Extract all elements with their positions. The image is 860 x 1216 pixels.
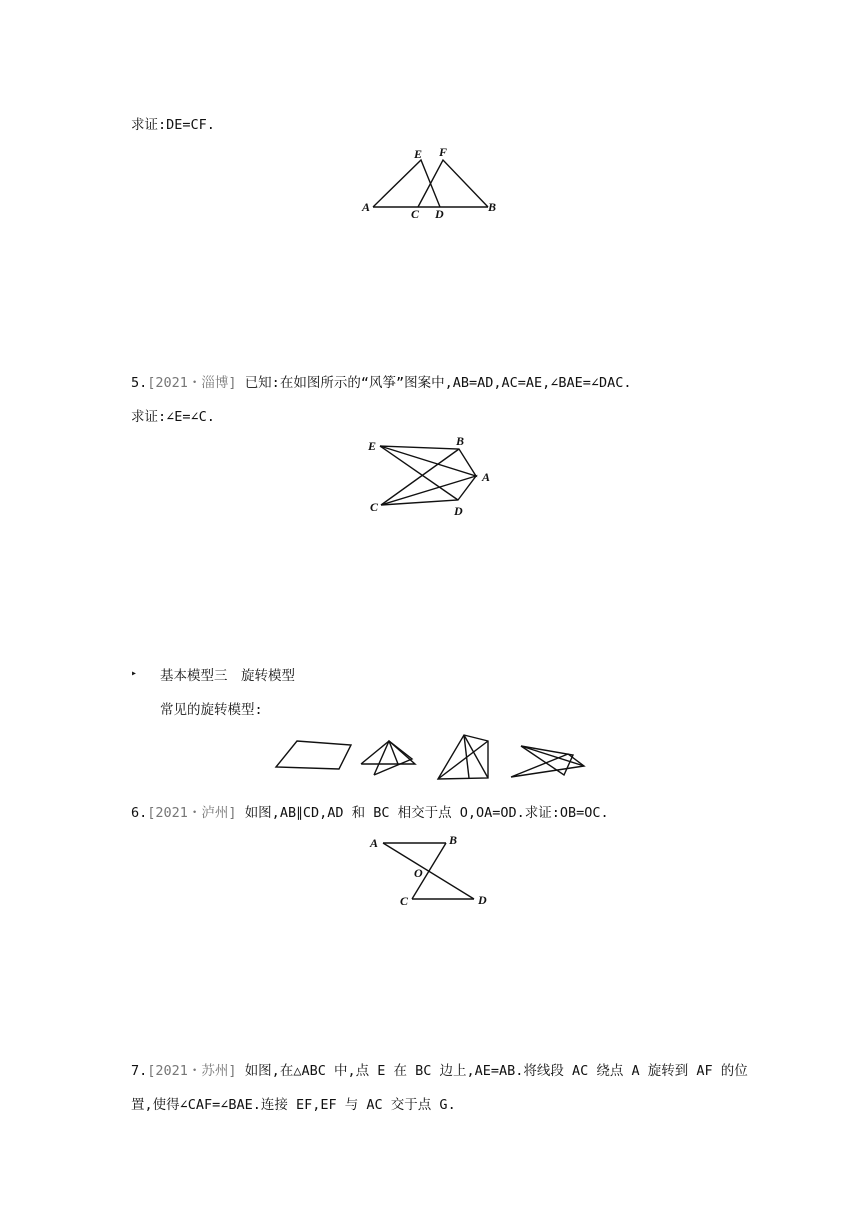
label-E: E xyxy=(368,439,377,453)
label-C: C xyxy=(400,894,409,908)
label-B: B xyxy=(456,434,465,448)
label-A: A xyxy=(362,200,371,214)
label-D: D xyxy=(454,504,463,518)
p7-text-1: 如图,在△ABC 中,点 E 在 BC 边上,AE=AB.将线段 AC 绕点 A 旋转到 AF 的位 xyxy=(244,1063,748,1079)
label-C: C xyxy=(370,500,379,514)
p7-statement-line-2: 置,使得∠CAF=∠BAE.连接 EF,EF 与 AC 交于点 G. xyxy=(131,1097,456,1113)
p5-prove: 求证:∠E=∠C. xyxy=(131,409,215,425)
label-D: D xyxy=(478,893,487,907)
p7-source: [2021・苏州] xyxy=(147,1063,237,1079)
label-D: D xyxy=(435,207,444,221)
p6-text: 如图,AB∥CD,AD 和 BC 相交于点 O,OA=OD.求证:OB=OC. xyxy=(244,805,609,821)
label-E: E xyxy=(414,147,423,161)
p5-text: 已知:在如图所示的“风筝”图案中,AB=AD,AC=AE,∠BAE=∠DAC. xyxy=(244,375,632,391)
p7-statement-line-1 xyxy=(131,1059,748,1079)
label-A: A xyxy=(482,470,491,484)
p4-prove: 求证:DE=CF. xyxy=(131,117,215,133)
label-C: C xyxy=(411,207,420,221)
p7-number: 7. xyxy=(131,1063,148,1079)
section-bullet-icon: ▸ xyxy=(131,668,138,679)
p5-number: 5. xyxy=(131,375,148,391)
label-O: O xyxy=(414,866,423,880)
label-F: F xyxy=(439,145,448,159)
section-title: 基本模型三 旋转模型 xyxy=(160,668,295,684)
p6-number: 6. xyxy=(131,805,148,821)
label-B: B xyxy=(449,833,458,847)
label-B: B xyxy=(488,200,497,214)
label-A: A xyxy=(370,836,379,850)
section-subtitle: 常见的旋转模型: xyxy=(160,702,263,718)
p6-source: [2021・泸州] xyxy=(147,805,237,821)
p5-source: [2021・淄博] xyxy=(147,375,237,391)
